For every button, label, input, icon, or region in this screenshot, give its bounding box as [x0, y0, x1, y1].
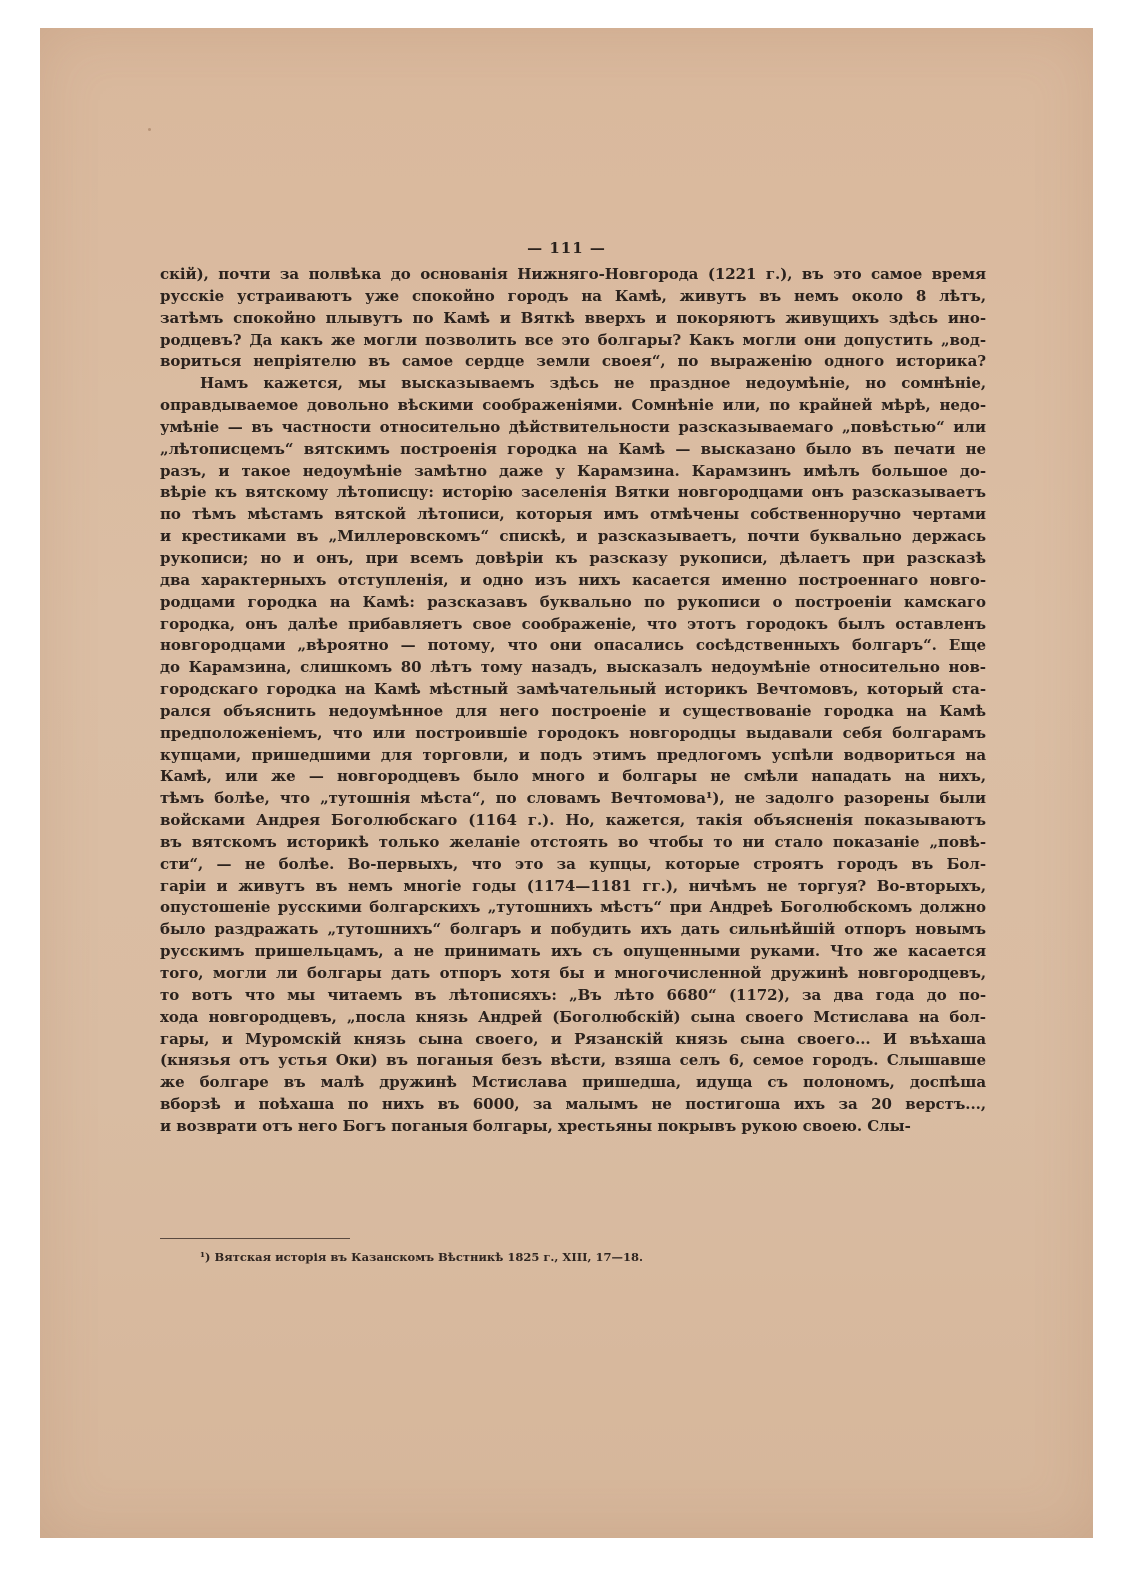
text-line: два характерныхъ отступленія, и одно изъ нихъ касается именно построеннаго новго-: [160, 570, 986, 589]
text-line: русскіе устраиваютъ уже спокойно городъ на Камѣ, живутъ въ немъ около 8 лѣтъ,: [160, 286, 986, 305]
footnote: ¹) Вятская исторія въ Казанскомъ Вѣстникѣ 1825 г., XIII, 17—18.: [200, 1250, 643, 1264]
text-line: Камѣ, или же — новгородцевъ было много и болгары не смѣли нападать на нихъ,: [160, 767, 986, 786]
text-line: родцевъ? Да какъ же могли позволить все это болгары? Какъ могли они допустить „вод-: [160, 330, 986, 349]
text-line: по тѣмъ мѣстамъ вятской лѣтописи, которыя имъ отмѣчены собственноручно чертами: [160, 505, 986, 524]
text-line: скій), почти за полвѣка до основанія Нижняго-Новгорода (1221 г.), въ это самое время: [160, 265, 986, 283]
text-line: и возврати отъ него Богъ поганыя болгары, хрестьяны покрывъ рукою своею. Слы-: [160, 1116, 911, 1135]
text-line: купцами, пришедшими для торговли, и подъ этимъ предлогомъ успѣли водвориться на: [160, 745, 986, 764]
text-line: хода новгородцевъ, „посла князь Андрей (Боголюбскій) сына своего Мстислава на бол-: [160, 1007, 986, 1026]
text-line: же болгаре въ малѣ дружинѣ Мстислава пришедша, идуща съ полономъ, доспѣша: [160, 1073, 986, 1092]
text-line: предположеніемъ, что или построившіе городокъ новгородцы выдавали себя болгарамъ: [160, 723, 986, 742]
text-line: рался объяснить недоумѣнное для него построеніе и существованіе городка на Камѣ: [160, 701, 986, 720]
text-line: (князья отъ устья Оки) въ поганыя безъ вѣсти, взяша селъ 6, семое городъ. Слышавше: [160, 1051, 986, 1070]
footnote-rule: [160, 1238, 350, 1239]
text-line: войсками Андрея Боголюбскаго (1164 г.). Но, кажется, такія объясненія показываютъ: [160, 811, 986, 830]
text-line: въ вятскомъ историкѣ только желаніе отстоять во чтобы то ни стало показаніе „повѣ-: [160, 832, 986, 851]
text-line: то вотъ что мы читаемъ въ лѣтописяхъ: „Въ лѣто 6680“ (1172), за два года до по-: [160, 985, 986, 1004]
text-line: вборзѣ и поѣхаша по нихъ въ 6000, за малымъ не постигоша ихъ за 20 верстъ...,: [160, 1095, 986, 1114]
text-line: городка, онъ далѣе прибавляетъ свое соображеніе, что этотъ городокъ былъ оставленъ: [160, 614, 986, 633]
text-line: оправдываемое довольно вѣскими соображеніями. Сомнѣніе или, по крайней мѣрѣ, недо-: [160, 396, 986, 415]
text-line: тѣмъ болѣе, что „тутошнія мѣста“, по словамъ Вечтомова¹), не задолго разорены были: [160, 789, 986, 808]
text-line: затѣмъ спокойно плывутъ по Камѣ и Вяткѣ вверхъ и покоряютъ живущихъ здѣсь ино-: [160, 308, 986, 327]
body-text: [160, 264, 986, 1138]
text-line: до Карамзина, слишкомъ 80 лѣтъ тому назадъ, высказалъ недоумѣніе относительно нов-: [160, 658, 986, 677]
text-line: рукописи; но и онъ, при всемъ довѣріи къ разсказу рукописи, дѣлаетъ при разсказѣ: [160, 548, 986, 567]
text-line: вориться непріятелю въ самое сердце земли своея“, по выраженію одного историка?: [160, 352, 986, 371]
text-line: родцами городка на Камѣ: разсказавъ буквально по рукописи о построеніи камскаго: [160, 592, 986, 611]
text-line: русскимъ пришельцамъ, а не принимать ихъ съ опущенными руками. Что же касается: [160, 942, 986, 961]
text-line: новгородцами „вѣроятно — потому, что они опасались сосѣдственныхъ болгаръ“. Еще: [160, 636, 986, 655]
text-line: было раздражать „тутошнихъ“ болгаръ и побудить ихъ дать сильнѣйшій отпоръ новымъ: [160, 920, 986, 939]
text-line: того, могли ли болгары дать отпоръ хотя бы и многочисленной дружинѣ новгородцевъ,: [160, 964, 986, 982]
text-line: гаріи и живутъ въ немъ многіе годы (1174—1181 гг.), ничѣмъ не торгуя? Во-вторыхъ,: [160, 876, 986, 895]
text-line: вѣріе къ вятскому лѣтописцу: исторію заселенія Вятки новгородцами онъ разсказываетъ: [160, 483, 986, 502]
text-line: Намъ кажется, мы высказываемъ здѣсь не праздное недоумѣніе, но сомнѣніе,: [200, 374, 986, 393]
book-page: [40, 28, 1093, 1538]
text-line: „лѣтописцемъ“ вятскимъ построенія городка на Камѣ — высказано было въ печати не: [160, 439, 986, 458]
text-line: умѣніе — въ частности относительно дѣйствительности разсказываемаго „повѣстью“ или: [160, 417, 986, 436]
text-line: и крестиками въ „Миллеровскомъ“ спискѣ, и разсказываетъ, почти буквально держась: [160, 527, 986, 546]
text-line: сти“, — не болѣе. Во-первыхъ, что это за купцы, которые строятъ городъ въ Бол-: [160, 854, 986, 873]
text-line: опустошеніе русскими болгарскихъ „тутошнихъ мѣстъ“ при Андреѣ Боголюбскомъ должно: [160, 898, 986, 917]
text-line: гары, и Муромскій князь сына своего, и Рязанскій князь сына своего... И въѣхаша: [160, 1029, 986, 1048]
page-number: — 111 —: [527, 239, 606, 257]
paper-speck: [148, 128, 151, 131]
text-line: городскаго городка на Камѣ мѣстный замѣчательный историкъ Вечтомовъ, который ста-: [160, 680, 986, 699]
text-line: разъ, и такое недоумѣніе замѣтно даже у Карамзина. Карамзинъ имѣлъ большое до-: [160, 461, 986, 480]
